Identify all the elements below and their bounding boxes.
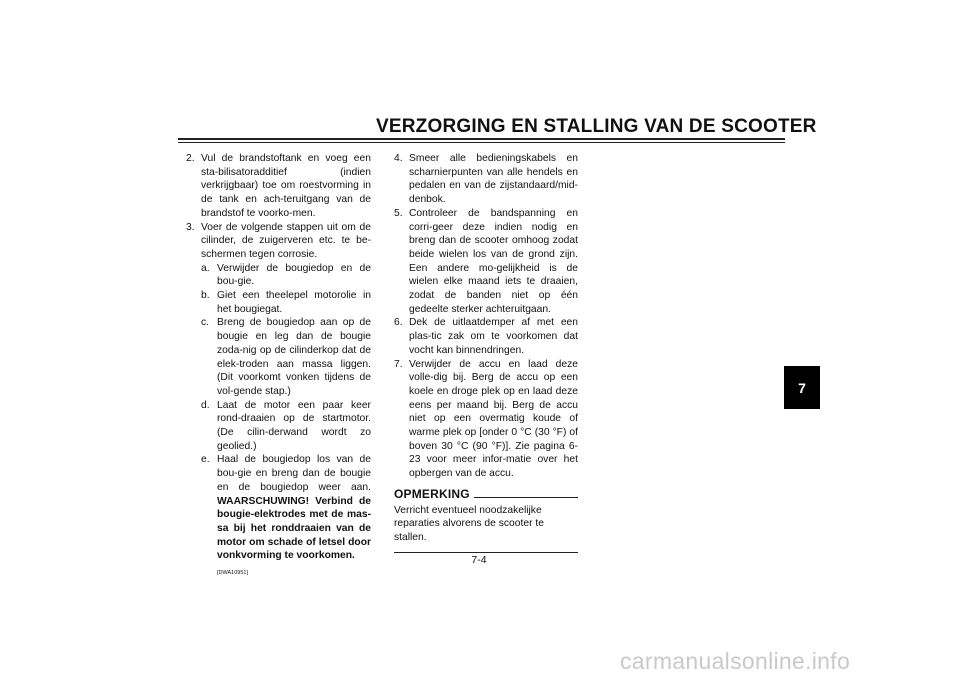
- item-text: Dek de uitlaatdemper af met een plas-tic zak om te voorkomen dat vocht kan binnendringen.: [409, 317, 578, 356]
- chapter-tab: 7: [784, 366, 820, 409]
- item-text: Verwijder de accu en laad deze volle-dig bij. Berg de accu op een koele en droge plek op en laad deze eens per maand bij. Berg de accu niet op een overmatig koude of warme plek op [onder 0 °C (30 °F) of boven 30 °C (90 °F)]. Zie pagina 6-23 voor meer infor-matie over het opbergen van de accu.: [409, 358, 578, 480]
- item-text: Controleer de bandspanning en corri-geer deze indien nodig en breng dan de scooter omhoog zodat beide wielen los van de grond zijn. Een andere mo-gelijkheid is de wielen elke maand iets te draaien, zodat de banden niet op één gedeelte sterker achteruitgaan.: [409, 207, 578, 315]
- watermark: carmanualsonline.info: [620, 648, 851, 674]
- right-column: [394, 152, 578, 553]
- sub-item-text: Haal de bougiedop los van de bou-gie en breng dan de bougie en de bougiedop weer aan.: [217, 454, 371, 493]
- sub-item-letter: c.: [201, 317, 210, 329]
- note-header: [394, 488, 578, 502]
- list-item-7: [394, 358, 578, 481]
- sub-item-letter: a.: [201, 262, 210, 274]
- note-title: OPMERKING: [394, 486, 470, 501]
- item-text: Voer de volgende stappen uit om de cilinder, de zuigerveren etc. te be-schermen tegen corrosie.: [201, 221, 371, 260]
- item-number: 7.: [394, 358, 403, 370]
- list-item-2: [186, 152, 371, 221]
- sub-item-text: Breng de bougiedop aan op de bougie en leg dan de bougie zoda-nig op de cilinderkop dat de elek-troden aan massa liggen. (Dit voorkomt vonken tijdens de vol-gende stap.): [217, 317, 371, 397]
- item-text: Smeer alle bedieningskabels en scharnierpunten van alle hendels en pedalen en van de zijstandaard/mid-denbok.: [409, 153, 578, 206]
- sub-item-text: Laat de motor een paar keer rond-draaien op de startmotor. (De cilin-derwand wordt zo geolied.): [217, 399, 371, 452]
- sub-item-letter: e.: [201, 454, 210, 466]
- sub-item-c: [186, 316, 371, 398]
- page-header-title: VERZORGING EN STALLING VAN DE SCOOTER: [376, 116, 817, 137]
- list-item-4: [394, 152, 578, 207]
- list-item-5: [394, 207, 578, 317]
- header-rule-thin: [178, 142, 785, 143]
- left-column: [186, 152, 371, 577]
- note-bottom-rule: [394, 552, 578, 553]
- page-number: 7-4: [471, 554, 487, 566]
- item-number: 5.: [394, 207, 403, 219]
- item-number: 3.: [186, 221, 195, 233]
- sub-item-a: [186, 262, 371, 289]
- sub-item-text: Verwijder de bougiedop en de bou-gie.: [217, 262, 371, 288]
- sub-item-letter: d.: [201, 399, 210, 411]
- warning-code: [DWA10951]: [217, 570, 248, 577]
- item-number: 6.: [394, 317, 403, 329]
- sub-item-e: [186, 453, 371, 563]
- header-rule: [178, 138, 785, 140]
- item-text: Vul de brandstoftank en voeg een sta-bilisatoradditief (indien verkrijgbaar) toe om roestvorming in de tank en ach-teruitgang van de brandstof te voorko-men.: [201, 153, 371, 219]
- note-rule: [474, 497, 578, 498]
- item-number: 2.: [186, 153, 195, 164]
- item-number: 4.: [394, 153, 403, 164]
- warning-text: WAARSCHUWING! Verbind de bougie-elektrodes met de mas-sa bij het ronddraaien van de motor om schade of letsel door vonkvorming te voorkomen.: [217, 495, 371, 562]
- sub-item-text: Giet een theelepel motorolie in het bougiegat.: [217, 290, 371, 315]
- sub-item-b: [186, 289, 371, 316]
- list-item-3: [186, 221, 371, 262]
- sub-item-letter: b.: [201, 290, 210, 302]
- sub-item-d: [186, 399, 371, 454]
- note-text: Verricht eventueel noodzakelijke reparaties alvorens de scooter te stallen.: [394, 504, 544, 543]
- list-item-6: [394, 316, 578, 357]
